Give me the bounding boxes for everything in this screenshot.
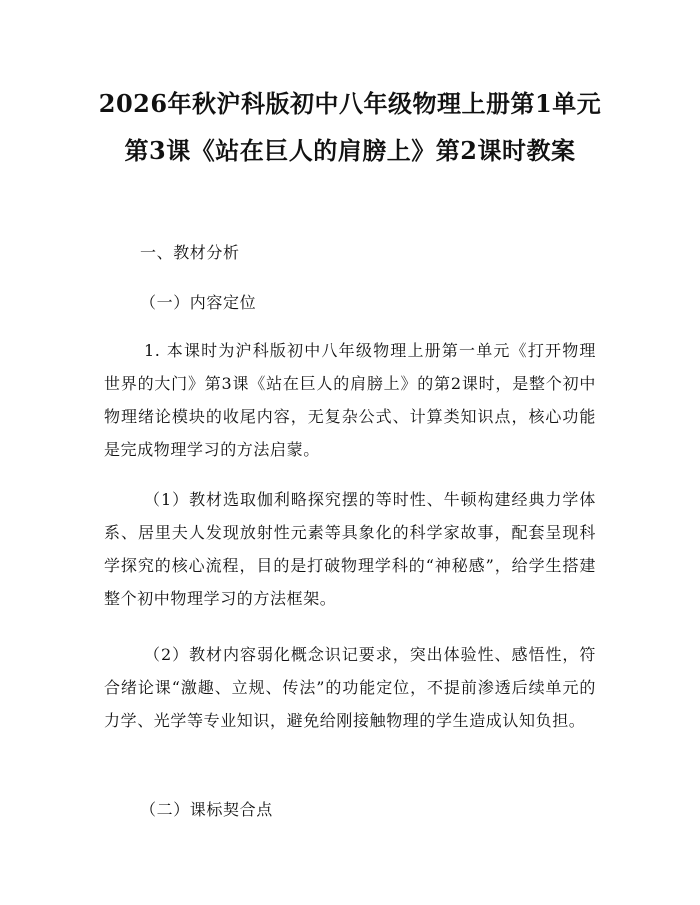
document-title: 2026年秋沪科版初中八年级物理上册第1单元第3课《站在巨人的肩膀上》第2课时教案 bbox=[98, 89, 602, 165]
subsection-heading-content-positioning: （一）内容定位 bbox=[140, 293, 257, 312]
paragraph-scientist-stories: （1）教材选取伽利略探究摆的等时性、牛顿构建经典力学体系、居里夫人发现放射性元素等具象化的科学家故事，配套呈现科学探究的核心流程，目的是打破物理学科的“神秘感”，给学生搭建整个初中物理学习的方法框架。 bbox=[104, 490, 596, 608]
paragraph-experience-orientation: （2）教材内容弱化概念识记要求，突出体验性、感悟性，符合绪论课“激趣、立规、传法”的功能定位，不提前渗透后续单元的力学、光学等专业知识，避免给刚接触物理的学生造成认知负担。 bbox=[104, 645, 596, 730]
paragraph-course-positioning: 1. 本课时为沪科版初中八年级物理上册第一单元《打开物理世界的大门》第3课《站在巨人的肩膀上》的第2课时，是整个初中物理绪论模块的收尾内容，无复杂公式、计算类知识点，核心功能是完成物理学习的方法启蒙。 bbox=[104, 341, 596, 459]
section-heading-teaching-material-analysis: 一、教材分析 bbox=[140, 243, 240, 262]
subsection-heading-curriculum-alignment: （二）课标契合点 bbox=[140, 800, 273, 819]
